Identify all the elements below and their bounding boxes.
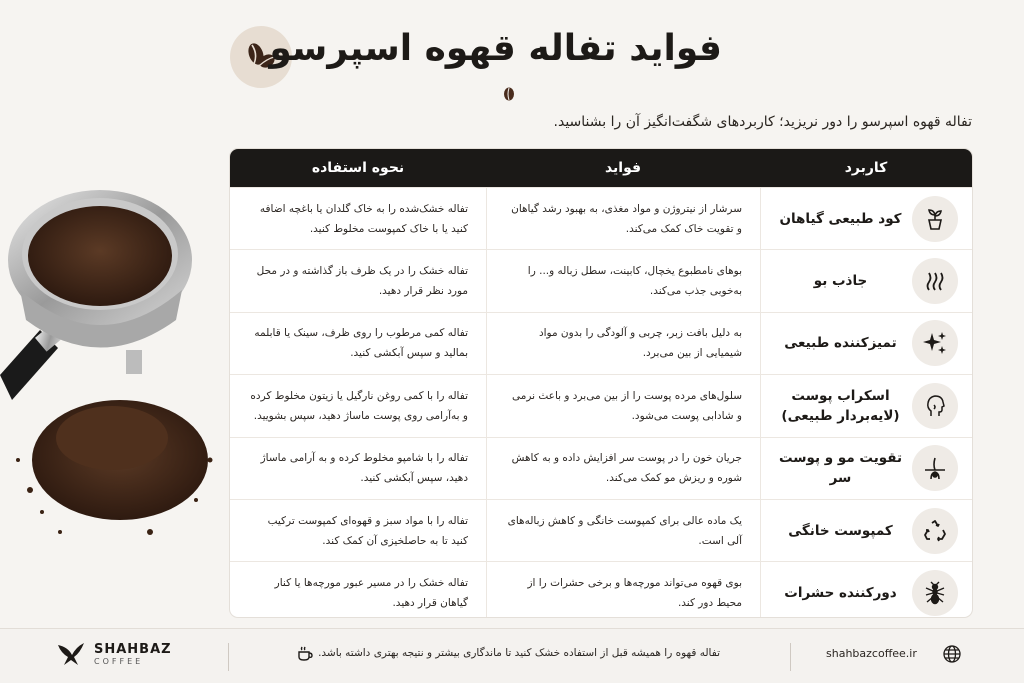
use-label: اسکراب پوست (لایه‌بردار طبیعی) — [781, 387, 900, 424]
header — [230, 20, 972, 140]
how-to-text: تفاله خشک‌شده را به خاک گلدان یا باغچه اضافه کنید یا با خاک کمپوست مخلوط کنید. — [259, 202, 468, 235]
table-row — [230, 312, 972, 374]
hair-follicle-icon — [912, 445, 958, 491]
table-row — [230, 499, 972, 561]
footer-divider — [790, 643, 791, 671]
portafilter-photo — [0, 160, 230, 580]
how-to-text: تفاله را با شامپو مخلوط کرده و به آرامی ماساژ دهید، سپس آبکشی کنید. — [260, 452, 468, 485]
column-header-use: کاربرد — [844, 160, 888, 176]
benefit-text: بوهای نامطبوع یخچال، کابینت، سطل زباله و... را به‌خوبی جذب می‌کند. — [486, 250, 760, 311]
page-title: فواید تفاله قهوه اسپرسو — [269, 28, 722, 69]
use-label: تمیزکننده طبیعی — [784, 335, 897, 352]
column-header-how: نحوه استفاده — [311, 160, 405, 176]
website-link[interactable]: shahbazcoffee.ir — [826, 647, 917, 660]
sparkle-icon — [912, 320, 958, 366]
table-row — [230, 249, 972, 311]
footer — [0, 628, 1024, 683]
benefits-table — [230, 149, 972, 617]
table-row — [230, 437, 972, 499]
globe-icon — [942, 644, 962, 664]
recycle-icon — [912, 508, 958, 554]
brand — [56, 639, 172, 669]
use-label: تقویت مو و پوست سر — [778, 450, 903, 487]
how-to-text: تفاله کمی مرطوب را روی ظرف، سینک یا قابلمه بمالید و سپس آبکشی کنید. — [254, 327, 468, 360]
brand-sub: COFFEE — [94, 657, 144, 666]
benefit-text: سرشار از نیتروژن و مواد مغذی، به بهبود رشد گیاهان و تقویت خاک کمک می‌کند. — [486, 188, 760, 249]
face-profile-icon — [912, 383, 958, 429]
table-row — [230, 561, 972, 617]
plant-pot-icon — [912, 196, 958, 242]
ant-icon — [912, 570, 958, 616]
odor-waves-icon — [912, 258, 958, 304]
table-row — [230, 187, 972, 249]
use-label: کمپوست خانگی — [788, 522, 893, 539]
how-to-text: تفاله را با مواد سبز و قهوه‌ای کمپوست ترکیب کنید تا به حاصلخیزی آن کمک کند. — [267, 514, 468, 547]
table-row — [230, 374, 972, 436]
page-subtitle: تفاله قهوه اسپرسو را دور نریزید؛ کاربردهای شگفت‌انگیز آن را بشناسید. — [553, 114, 972, 130]
table-header — [230, 149, 972, 187]
use-label: دورکننده حشرات — [784, 585, 897, 602]
brand-name: SHAHBAZ — [94, 642, 172, 657]
footer-divider — [228, 643, 229, 671]
falcon-logo-icon — [56, 639, 86, 669]
how-to-text: تفاله را با کمی روغن نارگیل یا زیتون مخلوط کرده و به‌آرامی روی پوست ماساژ دهید، سپس بشویید. — [250, 389, 468, 422]
footer-tip: تفاله قهوه را همیشه قبل از استفاده خشک کنید تا ماندگاری بیشتر و نتیجه بهتری داشته باشد. — [318, 647, 720, 659]
benefit-text: بوی قهوه می‌تواند مورچه‌ها و برخی حشرات را از محیط دور کند. — [486, 562, 760, 617]
benefit-text: یک ماده عالی برای کمپوست خانگی و کاهش زباله‌های آلی است. — [486, 500, 760, 561]
column-header-benefit: فواید — [604, 160, 642, 176]
use-label: کود طبیعی گیاهان — [779, 210, 902, 227]
use-label: جاذب بو — [813, 273, 868, 290]
how-to-text: تفاله خشک را در مسیر عبور مورچه‌ها یا کنار گیاهان قرار دهید. — [274, 577, 468, 610]
how-to-text: تفاله خشک را در یک ظرف باز گذاشته و در محل مورد نظر قرار دهید. — [256, 265, 468, 298]
benefit-text: به دلیل بافت زبر، چربی و آلودگی را بدون مواد شیمیایی از بین می‌برد. — [486, 313, 760, 374]
benefit-text: جریان خون را در پوست سر افزایش داده و به کاهش شوره و ریزش مو کمک می‌کند. — [486, 438, 760, 499]
bean-divider-icon — [498, 88, 520, 100]
benefit-text: سلول‌های مرده پوست را از بین می‌برد و باعث نرمی و شادابی پوست می‌شود. — [486, 375, 760, 436]
